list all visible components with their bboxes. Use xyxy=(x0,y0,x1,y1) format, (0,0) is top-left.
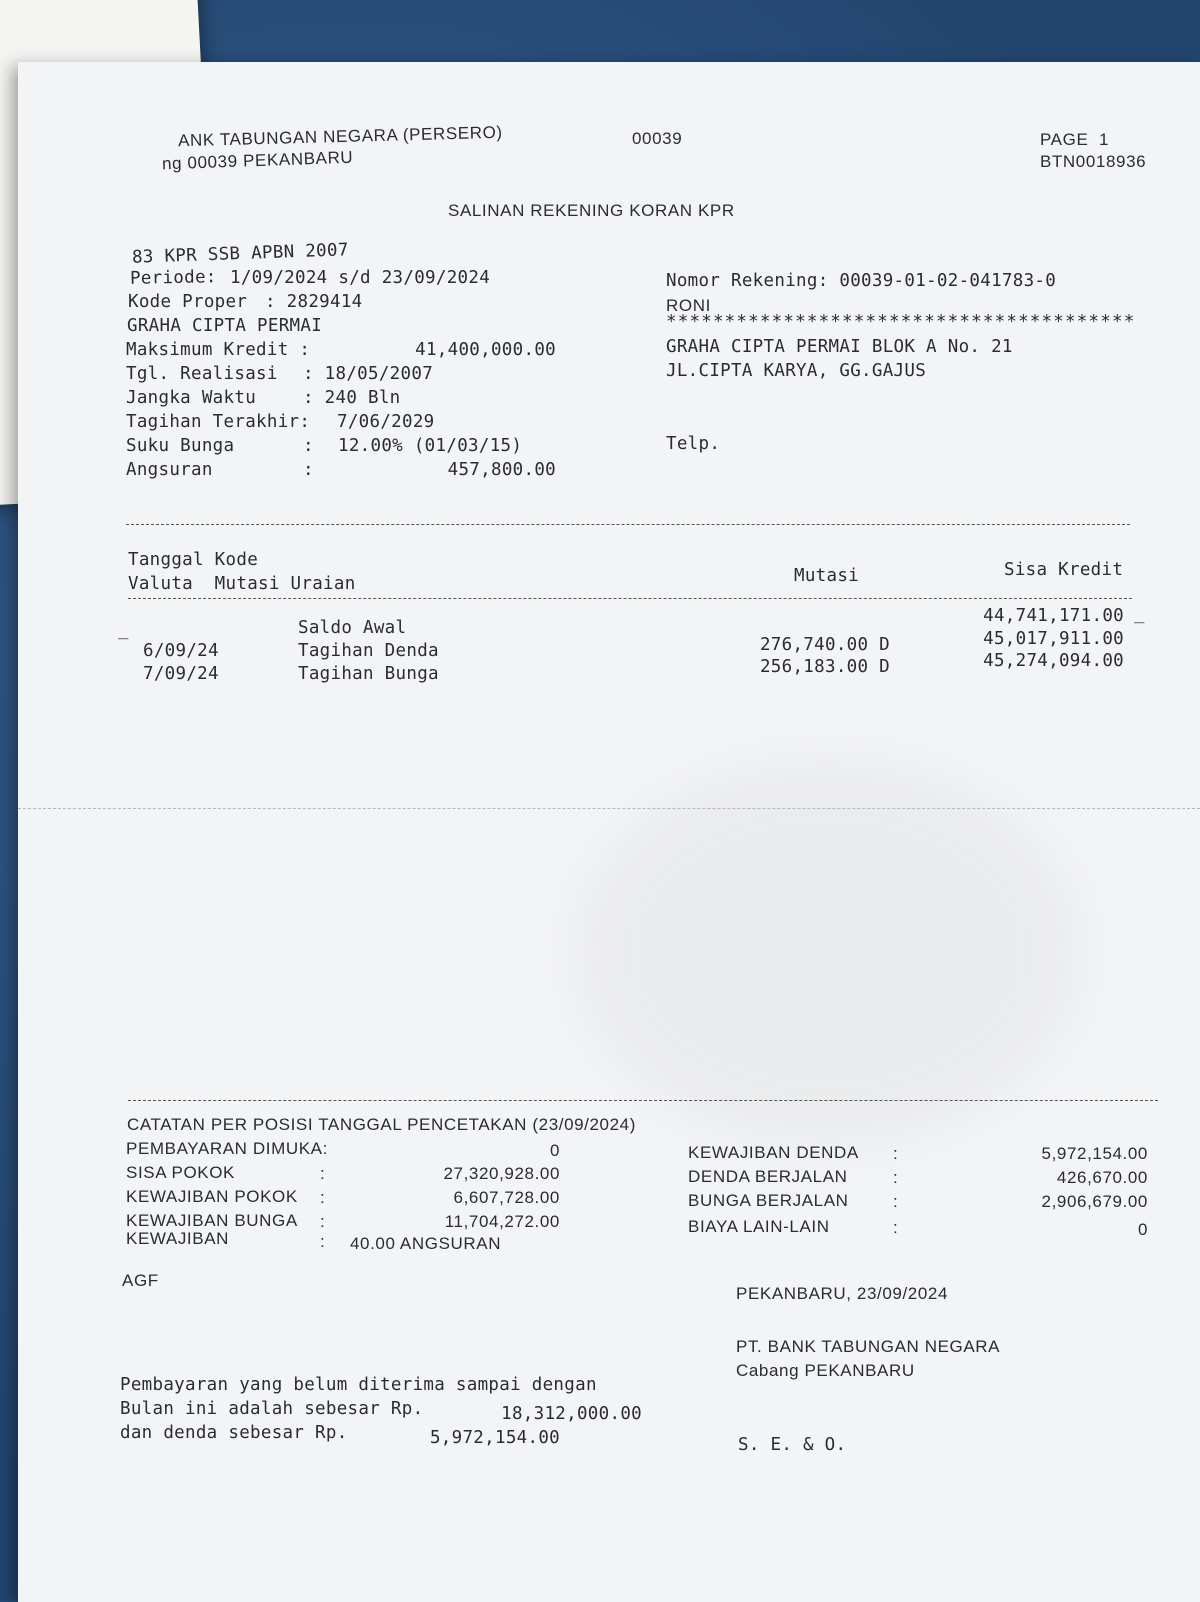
notes-left-label: SISA POKOK xyxy=(126,1163,235,1182)
notes-right-value: 5,972,154.00 xyxy=(1041,1144,1148,1163)
divider xyxy=(128,1100,1158,1101)
angsuran-value: 457,800.00 xyxy=(447,460,556,480)
notes-left-colon: : xyxy=(320,1212,326,1231)
notes-right-colon: : xyxy=(893,1168,899,1187)
angsuran-colon: : xyxy=(303,460,314,480)
notes-right-label: KEWAJIBAN DENDA xyxy=(688,1143,859,1162)
payment-note-line-1: Pembayaran yang belum diterima sampai dengan xyxy=(120,1375,597,1395)
notes-right-colon: : xyxy=(893,1218,899,1237)
notes-left-value: 27,320,928.00 xyxy=(443,1164,560,1183)
periode-label: Periode: xyxy=(129,267,217,289)
shadow xyxy=(578,762,1078,1142)
suku-bunga-label: Suku Bunga xyxy=(126,436,235,456)
row-mutasi: 276,740.00 D xyxy=(759,635,890,655)
maks-kredit-value: 41,400,000.00 xyxy=(415,340,556,360)
notes-right-colon: : xyxy=(893,1144,899,1163)
doc-code: BTN0018936 xyxy=(1040,152,1147,171)
row-uraian: Tagihan Denda xyxy=(298,641,439,661)
masked-stars: **************************************** xyxy=(666,312,1136,332)
suku-bunga-value: 12.00% (01/03/15) xyxy=(338,436,523,456)
notes-right-label: BUNGA BERJALAN xyxy=(688,1191,849,1210)
branch-signature: Cabang PEKANBARU xyxy=(736,1361,915,1380)
notes-right-value: 0 xyxy=(1137,1220,1148,1239)
divider xyxy=(126,524,1130,525)
divider xyxy=(128,598,1132,599)
project-name: GRAHA CIPTA PERMAI xyxy=(127,316,323,336)
notes-left-label: KEWAJIBAN BUNGA xyxy=(126,1211,298,1230)
customer-name: RONI xyxy=(666,296,711,315)
row-sisa-kredit: 45,274,094.00 xyxy=(983,651,1124,671)
page-label: PAGE 1 xyxy=(1040,130,1110,149)
nomor-rekening: Nomor Rekening: 00039-01-02-041783-0 xyxy=(666,271,1057,291)
seo-note: S. E. & O. xyxy=(738,1435,847,1455)
row-tanggal: 7/09/24 xyxy=(143,664,219,684)
notes-right-label: DENDA BERJALAN xyxy=(688,1167,848,1186)
row-mutasi: 256,183.00 D xyxy=(759,657,890,677)
kode-proper-value: : 2829414 xyxy=(265,292,363,312)
tgl-realisasi-label: Tgl. Realisasi xyxy=(126,364,278,384)
address-line-1: GRAHA CIPTA PERMAI BLOK A No. 21 xyxy=(666,337,1013,357)
agf-code: AGF xyxy=(122,1271,159,1290)
periode-value: 1/09/2024 s/d 23/09/2024 xyxy=(230,268,491,288)
notes-right-value: 2,906,679.00 xyxy=(1041,1192,1148,1211)
telp-label: Telp. xyxy=(666,434,721,454)
notes-left-colon: : xyxy=(320,1164,326,1183)
row-sisa-kredit: 45,017,911.00 xyxy=(983,629,1124,649)
kewajiban-colon: : xyxy=(320,1232,326,1251)
notes-left-value: 6,607,728.00 xyxy=(453,1188,560,1207)
suku-bunga-colon: : xyxy=(303,436,314,456)
table-head-line-2: Valuta Mutasi Uraian xyxy=(128,574,356,594)
notes-left-colon: : xyxy=(320,1188,326,1207)
branch-code: 00039 xyxy=(632,129,683,148)
kewajiban-value: 40.00 ANGSURAN xyxy=(350,1234,502,1253)
city-date: PEKANBARU, 23/09/2024 xyxy=(736,1284,948,1303)
kewajiban-label: KEWAJIBAN xyxy=(126,1229,230,1248)
branch-name: ng 00039 PEKANBARU xyxy=(161,147,354,174)
notes-left-value: 0 xyxy=(549,1141,560,1160)
row-uraian: Tagihan Bunga xyxy=(298,664,439,684)
bank-signature: PT. BANK TABUNGAN NEGARA xyxy=(736,1337,1001,1356)
angsuran-label: Angsuran xyxy=(126,460,213,480)
denda-amount: 5,972,154.00 xyxy=(429,1428,560,1448)
maks-kredit-label: Maksimum Kredit : xyxy=(126,340,311,360)
kode-proper-label: Kode Proper xyxy=(128,292,248,312)
notes-left-label: KEWAJIBAN POKOK xyxy=(126,1187,298,1206)
row-sisa-kredit: 44,741,171.00 xyxy=(983,606,1124,626)
jangka-waktu-label: Jangka Waktu xyxy=(126,388,257,408)
table-head-sisa-kredit: Sisa Kredit xyxy=(1004,560,1124,580)
tgl-realisasi-value: : 18/05/2007 xyxy=(303,364,434,384)
notes-right-colon: : xyxy=(893,1192,899,1211)
notes-left-label: PEMBAYARAN DIMUKA: xyxy=(126,1139,328,1158)
tagihan-terakhir-value: 7/06/2029 xyxy=(337,412,435,432)
row-marker: _ xyxy=(1134,604,1145,624)
notes-left-value: 11,704,272.00 xyxy=(444,1212,560,1231)
table-head-mutasi: Mutasi xyxy=(794,566,860,586)
row-uraian: Saldo Awal xyxy=(298,618,407,638)
payment-note-line-3: dan denda sebesar Rp. xyxy=(120,1423,348,1443)
row-tanggal: 6/09/24 xyxy=(143,641,219,661)
program-name: 83 KPR SSB APBN 2007 xyxy=(131,240,349,268)
bank-name: ANK TABUNGAN NEGARA (PERSERO) xyxy=(177,122,503,151)
notes-title: CATATAN PER POSISI TANGGAL PENCETAKAN (23/09/2024) xyxy=(127,1115,636,1134)
notes-right-value: 426,670.00 xyxy=(1056,1168,1148,1187)
page-title: SALINAN REKENING KORAN KPR xyxy=(448,201,735,220)
row-marker: _ xyxy=(118,620,129,640)
tagihan-terakhir-label: Tagihan Terakhir: xyxy=(126,412,311,432)
notes-right-label: BIAYA LAIN-LAIN xyxy=(688,1217,830,1236)
payment-amount: 18,312,000.00 xyxy=(501,1404,642,1424)
payment-note-line-2: Bulan ini adalah sebesar Rp. xyxy=(120,1399,424,1419)
table-head-line-1: Tanggal Kode xyxy=(128,550,259,570)
address-line-2: JL.CIPTA KARYA, GG.GAJUS xyxy=(666,361,927,381)
paper-fold-line xyxy=(18,808,1200,809)
jangka-waktu-value: : 240 Bln xyxy=(303,388,401,408)
